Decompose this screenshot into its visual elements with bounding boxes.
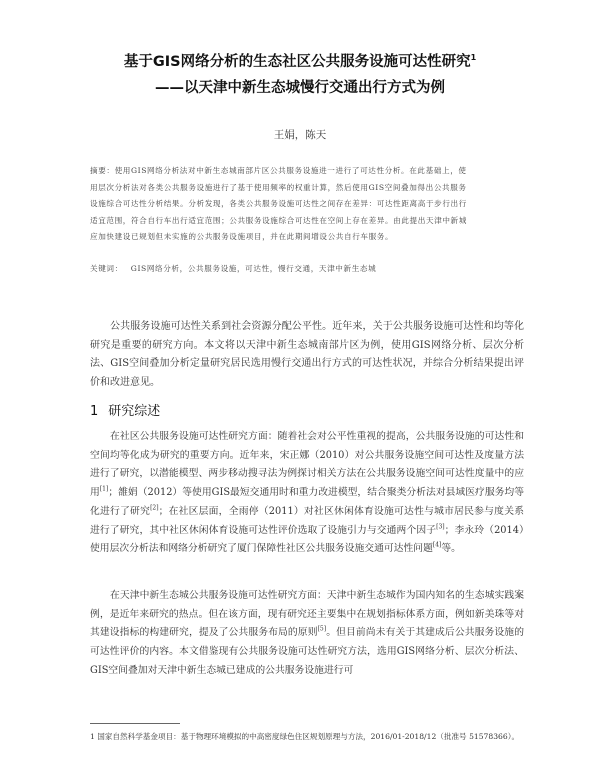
abstract-block [90, 163, 530, 246]
section-heading [90, 400, 160, 419]
footnote: 1 国家自然科学基金项目：基于物理环境模拟的中高密度绿色住区规划原理与方法，2016/01-2018/12（批准号 51578366）。 [90, 732, 520, 741]
body-paragraph-2: 在天津中新生态城公共服务设施可达性研究方面：天津中新生态城作为国内知名的生态城实践案例，是近年来研究的热点。但在该方面，现有研究还主要集中在规划指标体系方面，例如新美珠等对其建设指标的构建研究，提及了公共服务布局的原则[5]。但目前尚未有关于其建成后公共服务设施的可达性评价的内容。本文借鉴现有公共服务设施可达性研究方法，选用GIS网络分析、层次分析法、GIS空间叠加对天津中新生态城已建成的公共服务设施进行可 [90, 590, 525, 676]
abstract-line: 用层次分析法对各类公共服务设施进行了基于使用频率的权重计算，然后使用GIS空间叠加得出公共服务 [90, 182, 467, 192]
abstract-line: 摘要：使用GIS网络分析法对中新生态城南部片区公共服务设施进一进行了可达性分析。在此基础上，使 [90, 166, 467, 175]
section-number: 1 [90, 404, 99, 419]
paper-title-line1: 基于GIS网络分析的生态社区公共服务设施可达性研究$^1$ [123, 53, 477, 70]
section-title: 研究综述 [108, 404, 161, 419]
keywords [90, 263, 530, 274]
citation: [5] [317, 626, 327, 634]
citation: [3] [436, 523, 445, 531]
abstract-line: 适宜范围，符合自行车出行适宜范围；公共服务设施综合可达性在空间上存在差异。由此提出天津中新城 [90, 215, 467, 225]
citation: [2] [150, 504, 159, 512]
title-footnote-mark: 1 [470, 53, 477, 63]
abstract-line: 应加快建设已规划但未实施的公共服务设施项目，并在此期间增设公共自行车服务。 [90, 232, 394, 242]
authors: 王娟，陈天 [273, 129, 327, 141]
abstract-line: 设施综合可达性分析结果。分析发现，各类公共服务设施可达性之间存在差异：可达性距离高于步行出行 [90, 199, 467, 209]
intro-paragraph: 公共服务设施可达性关系到社会资源分配公平性。近年来，关于公共服务设施可达性和均等化研究是重要的研究方向。本文将以天津中新生态城南部片区为例，使用GIS网络分析、层次分析法、GIS空间叠加分析定量研究居民选用慢行交通出行方式的可达性状况，并综合分析结果提出评价和改进意见。 [90, 321, 524, 389]
keywords-label: 关键词： [90, 264, 123, 273]
footnote-divider [90, 723, 180, 724]
citation: [4] [432, 541, 442, 549]
citation: [1] [99, 485, 109, 493]
keywords-text: GIS网络分析，公共服务设施，可达性，慢行交通，天津中新生态城 [130, 264, 377, 273]
paper-title-line2: ——以天津中新生态城慢行交通出行方式为例 [155, 80, 445, 96]
body-paragraph-1: 在社区公共服务设施可达性研究方面：随着社会对公平性重视的提高，公共服务设施的可达性和空间均等化成为研究的重要方向。近年来，宋正娜（2010）对公共服务设施空间可达性及度量方法进行了研究，以潜能模型、两步移动搜寻法为例探讨相关方法在公共服务设施空间可达性度量中的应用[1]；雒娟（2012）等使用GIS最短交通用时和重力改进模型，结合聚类分析法对县域医疗服务均等化进行了研究[2]；在社区层面，全雨停（2011）对社区休闲体育设施可达性与城市居民参与度关系进行了研究，其中社区休闲体育设施可达性评价选取了设施引力与交通两个因子[3]；李永玲（2014）使用层次分析法和网络分析研究了厦门保障性社区公共服务设施交通可达性问题[4]等。 [90, 431, 525, 555]
